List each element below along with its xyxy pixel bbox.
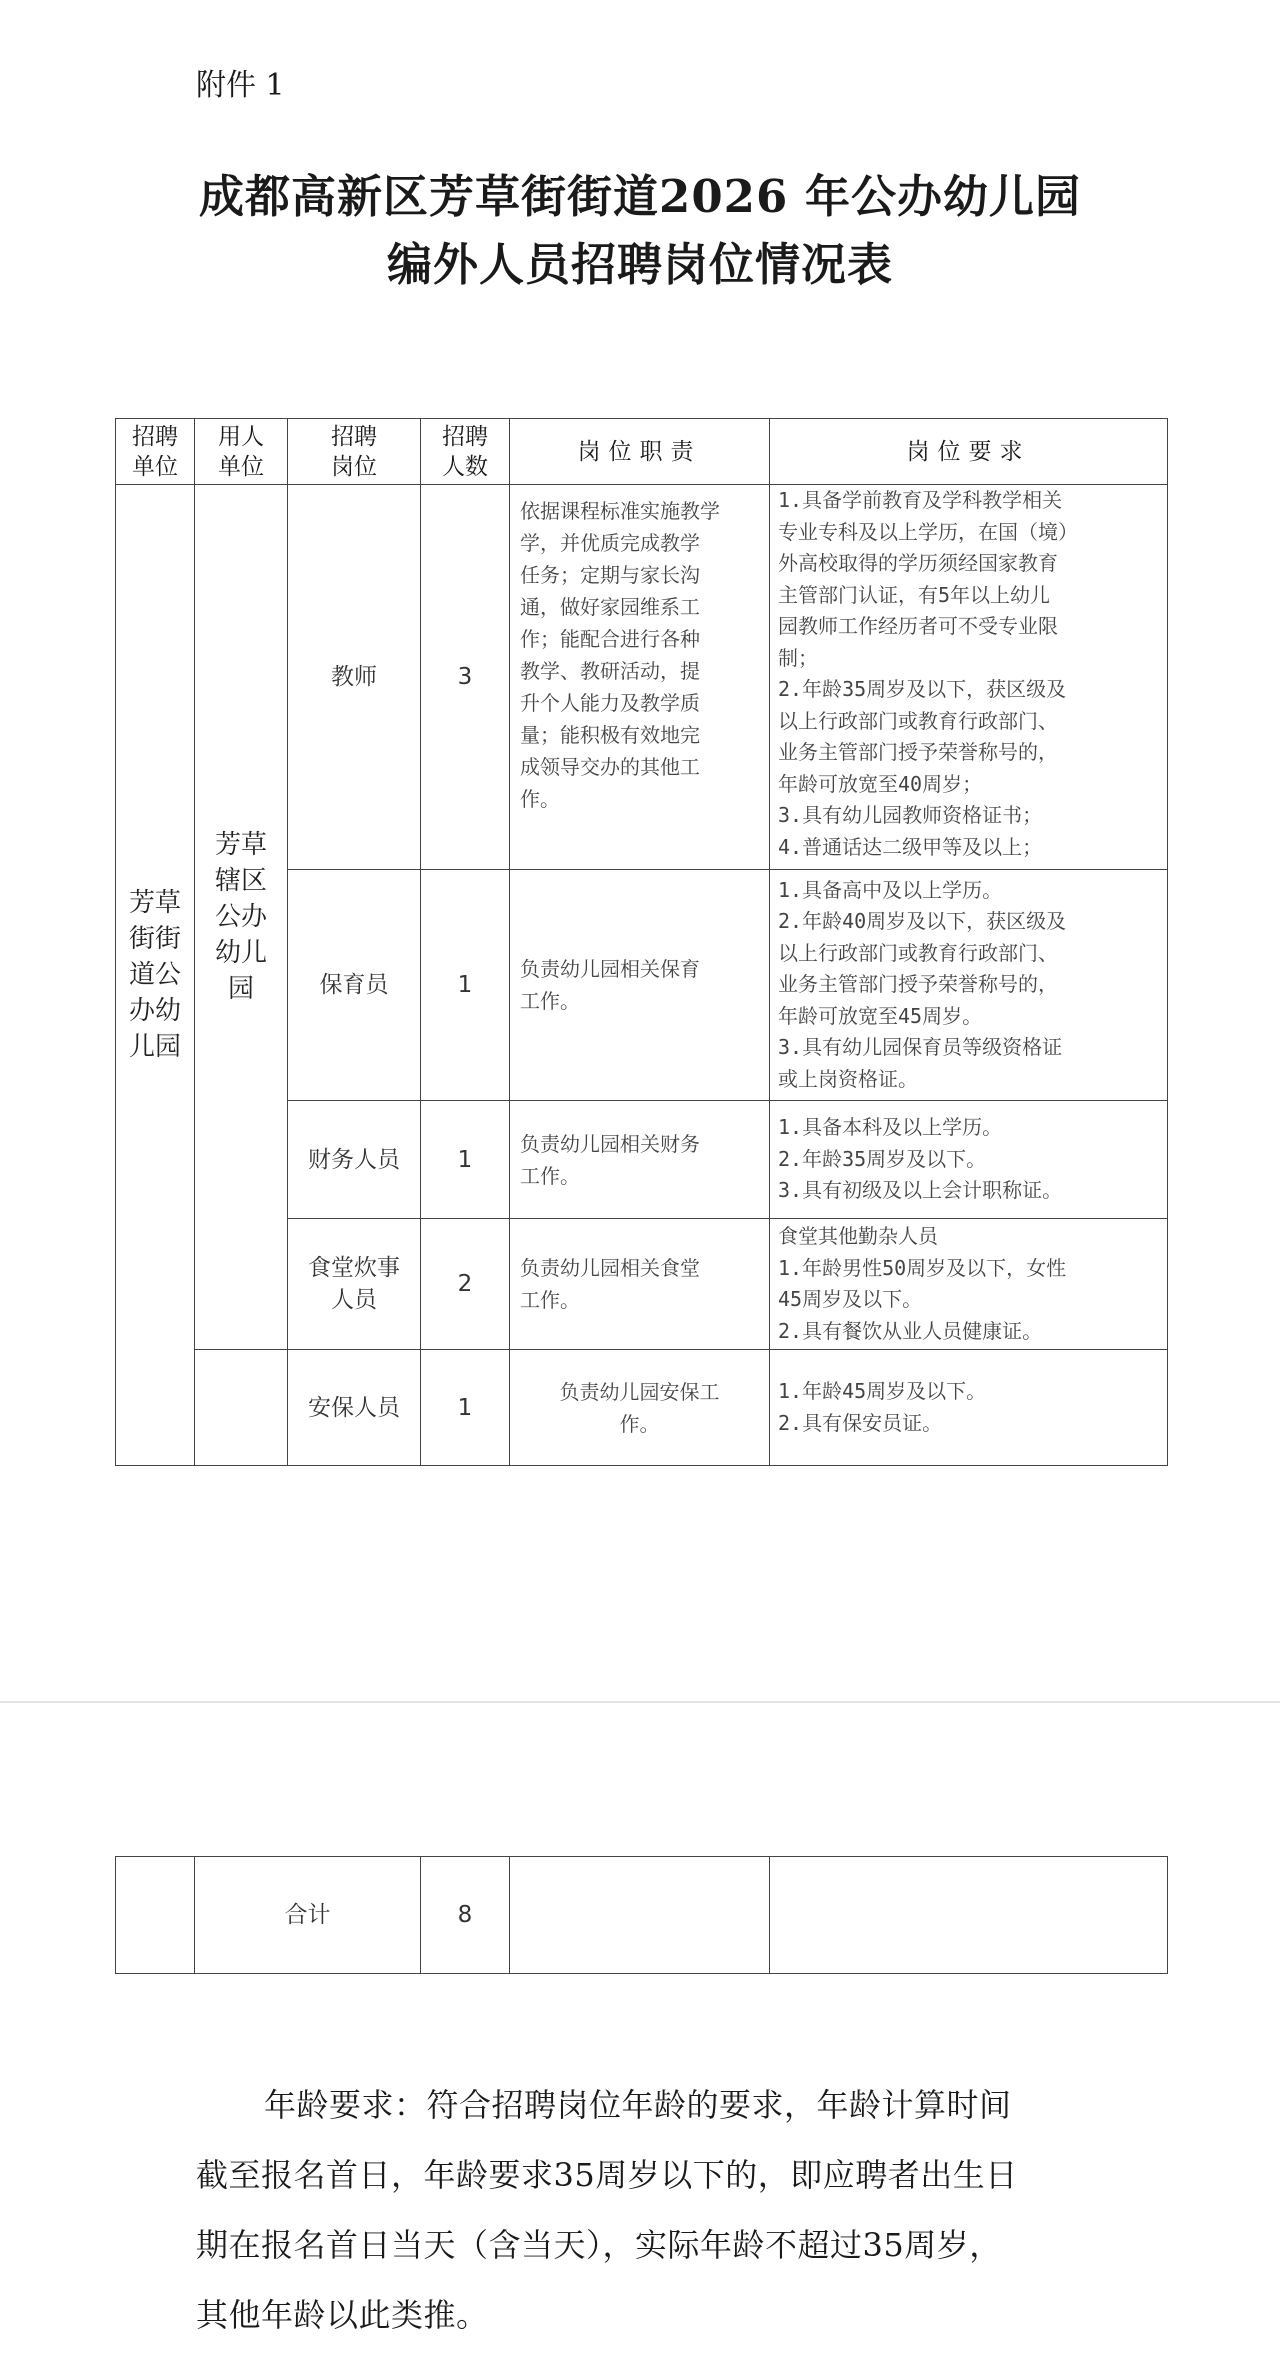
- page-title-line-1: 成都高新区芳草街街道2026 年公办幼儿园: [199, 170, 1081, 223]
- header-employer-unit: 用人 单位: [195, 419, 288, 485]
- paragraph-line: 年龄要求：符合招聘岗位年龄的要求，年龄计算时间: [264, 2086, 1012, 2124]
- page-break-divider: [0, 1701, 1280, 1703]
- duty-cell: 依据课程标准实施教学 学，并优质完成教学 任务；定期与家长沟 通，做好家园维系工 作；能配合进行各种 教学、教研活动，提 升个人能力及教学质 量；能积极有效地完 成领导交办的其他工 作。: [510, 485, 770, 870]
- total-count: 8: [421, 1857, 510, 1974]
- header-count: 招聘 人数: [421, 419, 510, 485]
- requirement-cell: 1.具备学前教育及学科教学相关 专业专科及以上学历，在国（境） 外高校取得的学历须经国家教育 主管部门认证，有5年以上幼儿 园教师工作经历者可不受专业限 制； 2.年龄35周岁及以下，获区级及 以上行政部门或教育行政部门、 业务主管部门授予荣誉称号的， 年龄可放宽至40周岁； 3.具有幼儿园教师资格证书； 4.普通话达二级甲等及以上；: [770, 485, 1168, 870]
- header-position: 招聘 岗位: [288, 419, 421, 485]
- requirement-cell: 1.年龄45周岁及以下。 2.具有保安员证。: [770, 1350, 1168, 1466]
- position-cell: 财务人员: [288, 1101, 421, 1219]
- position-cell: 安保人员: [288, 1350, 421, 1466]
- duty-cell: 负责幼儿园相关保育 工作。: [510, 870, 770, 1101]
- header-requirement: 岗位要求: [770, 419, 1168, 485]
- paragraph-line: 截至报名首日，年龄要求35周岁以下的，即应聘者出生日: [196, 2156, 1018, 2194]
- age-requirement-paragraph: [196, 2070, 1116, 2350]
- duty-cell: 负责幼儿园安保工 作。: [510, 1350, 770, 1466]
- count-cell: 3: [421, 485, 510, 870]
- requirement-cell: 1.具备本科及以上学历。 2.年龄35周岁及以下。 3.具有初级及以上会计职称证。: [770, 1101, 1168, 1219]
- page-title-line-2: 编外人员招聘岗位情况表: [386, 238, 893, 291]
- table-row: [116, 485, 1168, 870]
- requirement-cell: 食堂其他勤杂人员 1.年龄男性50周岁及以下，女性 45周岁及以下。 2.具有餐饮从业人员健康证。: [770, 1219, 1168, 1350]
- position-cell: 保育员: [288, 870, 421, 1101]
- table-row: [116, 1350, 1168, 1466]
- recruitment-table: [115, 418, 1168, 1466]
- count-cell: 1: [421, 870, 510, 1101]
- paragraph-line: 其他年龄以此类推。: [196, 2296, 489, 2334]
- count-cell: 1: [421, 1101, 510, 1219]
- employer-unit-cell: 芳草 辖区 公办 幼儿 园: [195, 485, 288, 1350]
- recruit-unit-cell: 芳草 街街 道公 办幼 儿园: [116, 485, 195, 1466]
- employer-unit-cell-empty: [195, 1350, 288, 1466]
- paragraph-line: 期在报名首日当天（含当天），实际年龄不超过35周岁，: [196, 2226, 1002, 2264]
- duty-cell: 负责幼儿园相关财务 工作。: [510, 1101, 770, 1219]
- total-empty-cell: [116, 1857, 195, 1974]
- total-row: [116, 1857, 1168, 1974]
- position-cell: 食堂炊事 人员: [288, 1219, 421, 1350]
- requirement-cell: 1.具备高中及以上学历。 2.年龄40周岁及以下，获区级及 以上行政部门或教育行政部门、 业务主管部门授予荣誉称号的， 年龄可放宽至45周岁。 3.具有幼儿园保育员等级资格证 或上岗资格证。: [770, 870, 1168, 1101]
- total-table: [115, 1856, 1168, 1974]
- total-duty-empty: [510, 1857, 770, 1974]
- duty-cell: 负责幼儿园相关食堂 工作。: [510, 1219, 770, 1350]
- count-cell: 2: [421, 1219, 510, 1350]
- total-requirement-empty: [770, 1857, 1168, 1974]
- position-cell: 教师: [288, 485, 421, 870]
- header-recruit-unit: 招聘 单位: [116, 419, 195, 485]
- table-header-row: [116, 419, 1168, 485]
- total-label: 合计: [195, 1857, 421, 1974]
- header-duty: 岗位职责: [510, 419, 770, 485]
- count-cell: 1: [421, 1350, 510, 1466]
- attachment-label: 附件 1: [196, 68, 285, 103]
